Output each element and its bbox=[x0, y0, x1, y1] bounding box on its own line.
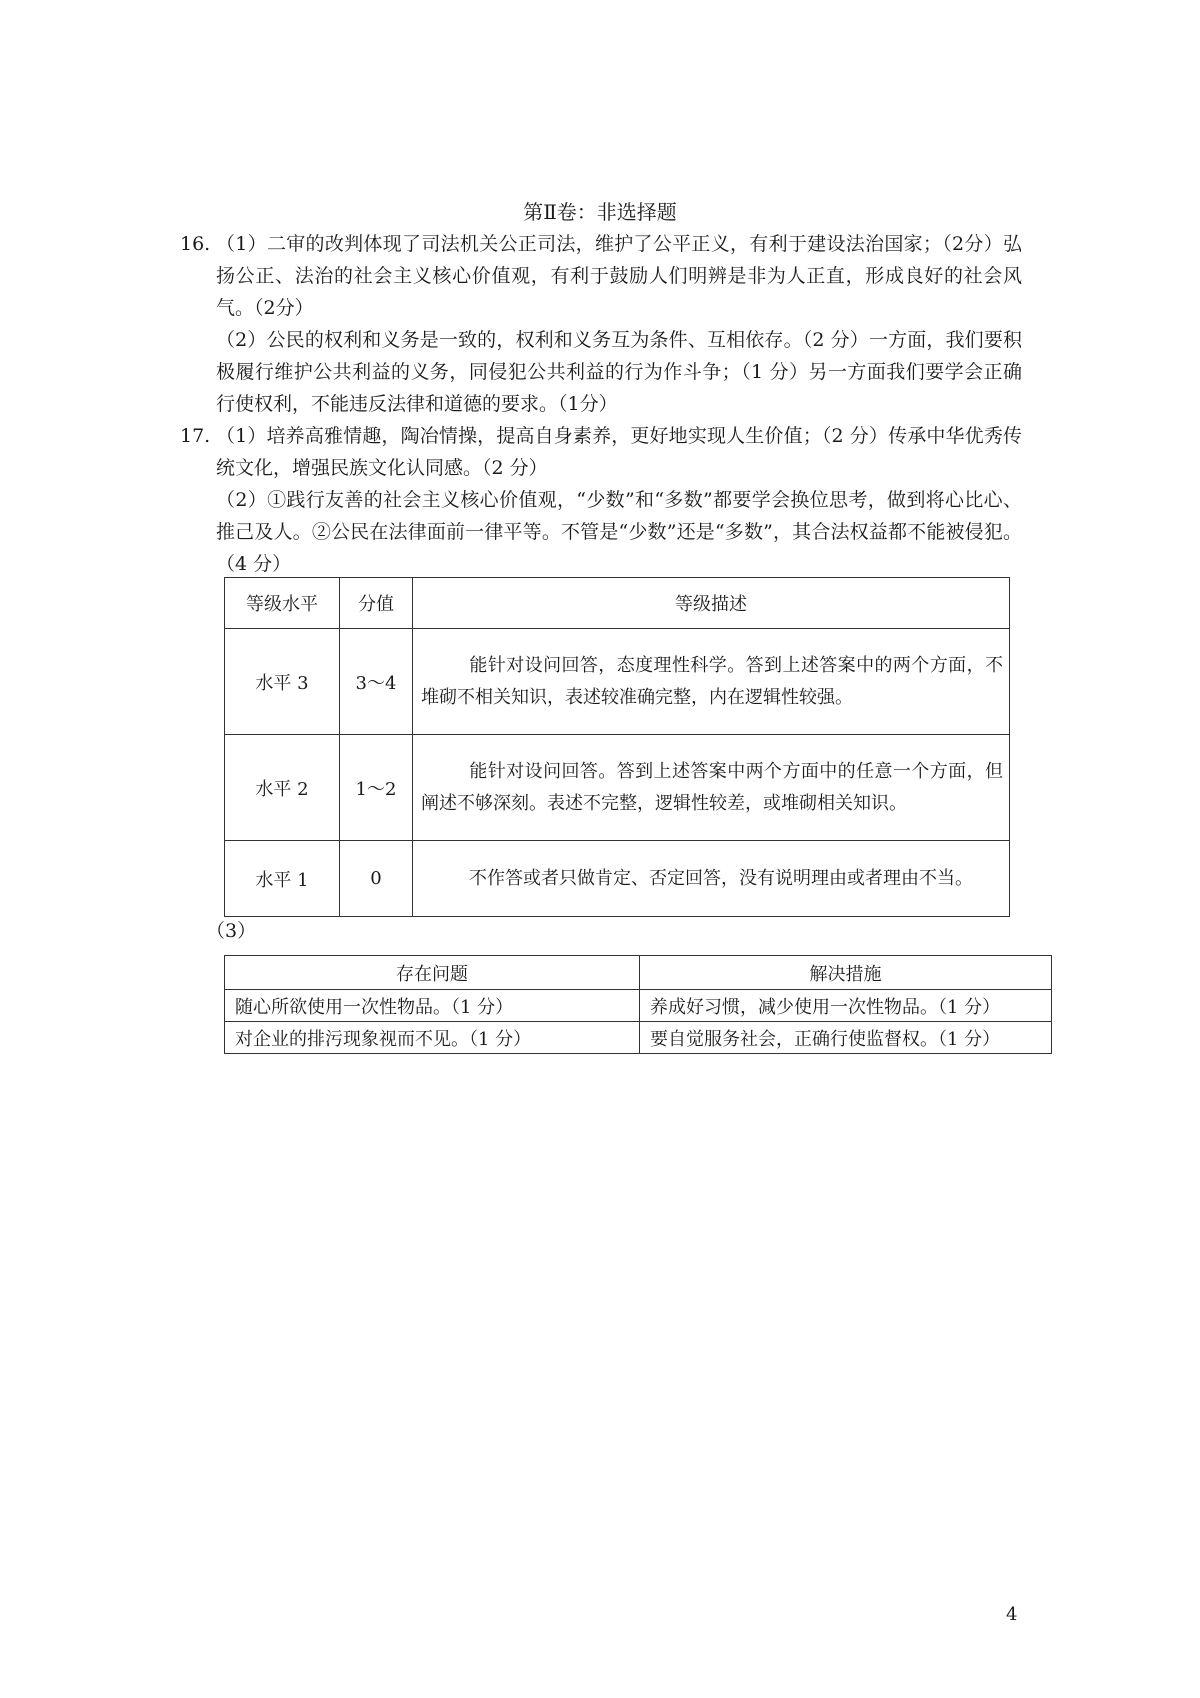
question-16-part-2: （2）公民的权利和义务是一致的，权利和义务互为条件、互相依存。（2 分）一方面，我们要积极履行维护公共利益的义务，同侵犯公共利益的行为作斗争；（1 分）另一方面我们要学会正确行使权利，不能违反法律和道德的要求。（1分） bbox=[216, 329, 1022, 415]
grading-level-table bbox=[224, 577, 1010, 917]
table-row bbox=[225, 1022, 1052, 1054]
page-number: 4 bbox=[1006, 1604, 1018, 1625]
question-16-part-1: （1）二审的改判体现了司法机关公正司法，维护了公平正义，有利于建设法治国家；（2分）弘扬公正、法治的社会主义核心价值观，有利于鼓励人们明辨是非为人正直，形成良好的社会风气。（2分） bbox=[216, 233, 1022, 319]
score-cell: 1～2 bbox=[340, 735, 413, 841]
problem-cell: 随心所欲使用一次性物品。（1 分） bbox=[225, 990, 640, 1022]
header-score: 分值 bbox=[340, 578, 413, 629]
level-cell: 水平 1 bbox=[225, 841, 340, 917]
table-header-row bbox=[225, 956, 1052, 990]
problem-solution-table bbox=[224, 955, 1052, 1054]
question-16-number: 16. bbox=[180, 233, 211, 255]
header-problem: 存在问题 bbox=[225, 956, 640, 990]
solution-cell: 养成好习惯，减少使用一次性物品。（1 分） bbox=[640, 990, 1052, 1022]
header-level: 等级水平 bbox=[225, 578, 340, 629]
question-17-number: 17. bbox=[180, 425, 211, 447]
solution-cell: 要自觉服务社会，正确行使监督权。（1 分） bbox=[640, 1022, 1052, 1054]
table-header-row bbox=[225, 578, 1010, 629]
score-cell: 3～4 bbox=[340, 629, 413, 735]
table-row bbox=[225, 841, 1010, 917]
problem-cell: 对企业的排污现象视而不见。（1 分） bbox=[225, 1022, 640, 1054]
description-cell: 能针对设问回答，态度理性科学。答到上述答案中的两个方面，不堆砌不相关知识，表述较准确完整，内在逻辑性较强。 bbox=[413, 629, 1010, 735]
table-row bbox=[225, 990, 1052, 1022]
description-cell: 能针对设问回答。答到上述答案中两个方面中的任意一个方面，但阐述不够深刻。表述不完整，逻辑性较差，或堆砌相关知识。 bbox=[413, 735, 1010, 841]
header-description: 等级描述 bbox=[413, 578, 1010, 629]
score-cell: 0 bbox=[340, 841, 413, 917]
table-row bbox=[225, 735, 1010, 841]
level-cell: 水平 2 bbox=[225, 735, 340, 841]
question-17-part-1: （1）培养高雅情趣，陶冶情操，提高自身素养，更好地实现人生价值；（2 分）传承中华优秀传统文化，增强民族文化认同感。（2 分） bbox=[216, 425, 1022, 479]
section-title: 第Ⅱ卷：非选择题 bbox=[523, 200, 677, 224]
description-cell: 不作答或者只做肯定、否定回答，没有说明理由或者理由不当。 bbox=[413, 841, 1010, 917]
level-cell: 水平 3 bbox=[225, 629, 340, 735]
question-17-part-3-label: （3） bbox=[206, 920, 257, 942]
table-row bbox=[225, 629, 1010, 735]
question-17-part-2: （2）①践行友善的社会主义核心价值观，“少数”和“多数”都要学会换位思考，做到将心比心、推己及人。②公民在法律面前一律平等。不管是“少数”还是“多数”，其合法权益都不能被侵犯。（4 分） bbox=[216, 489, 1022, 575]
header-solution: 解决措施 bbox=[640, 956, 1052, 990]
